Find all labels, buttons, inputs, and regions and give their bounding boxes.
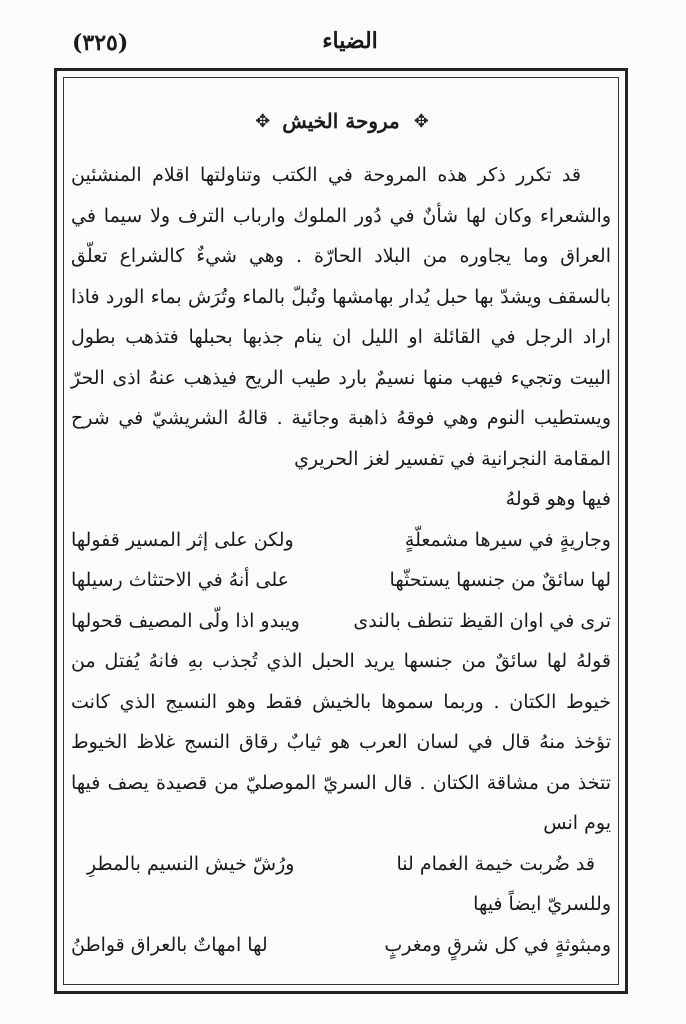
- ornament-right-icon: ✥: [413, 110, 427, 132]
- hemistich-right: وجاريةٍ في سيرها مشمعلّةٍ: [404, 528, 611, 551]
- ornament-left-icon: ✥: [255, 110, 269, 132]
- hemistich-right: ومبثوثةٍ في كل شرقٍ ومغربٍ: [384, 933, 611, 956]
- hemistich-left: لها امهاتٌ بالعراق قواطنُ: [71, 933, 268, 956]
- page-header: [60, 28, 640, 62]
- paragraph-2: قولهُ لها سائقٌ من جنسها يريد الحبل الذي تُجذب بهِ فانهُ يُفتل من خيوط الكتان . وربما سموها بالخيش فقط وهو النسيج الذي كانت تؤخذ منهُ قال في لسان العرب هو ثيابٌ رقاق النسج غلاظ الخيوط تتخذ من مشاقة الكتان . قال السريّ الموصليّ من قصيدة يصف فيها يوم انس: [71, 650, 611, 834]
- page-frame: [54, 68, 628, 994]
- running-head: الضياء: [322, 28, 378, 54]
- hemistich-left: ورُشّ خيش النسيم بالمطرِ: [87, 852, 295, 875]
- hemistich-left: على أنهُ في الاحتثاث رسيلها: [71, 569, 289, 591]
- hemistich-right: ترى في اوان القيظ تنطف بالندى: [353, 609, 611, 632]
- hemistich-right: لها سائقٌ من جنسها يستحثّها: [389, 569, 611, 591]
- sari-intro: وللسريّ ايضاً فيها: [473, 893, 611, 915]
- article-title: مروحة الخيش: [282, 109, 400, 133]
- verse-line-2: [71, 560, 611, 601]
- verse-line-3: [71, 601, 611, 642]
- hemistich-left: ولكن على إثر المسير قفولها: [71, 528, 294, 551]
- verse-line-1: [71, 520, 611, 561]
- article-title-row: [71, 101, 611, 141]
- hemistich-right: قد ضُربت خيمة الغمام لنا: [396, 852, 595, 875]
- hemistich-left: ويبدو اذا ولّى المصيف قحولها: [71, 609, 300, 632]
- verse-line-4: [71, 844, 611, 885]
- verse-intro: فيها وهو قولهُ: [505, 488, 611, 510]
- article-body: [71, 101, 611, 985]
- verse-line-5: [71, 925, 611, 966]
- page-number: (٣٢٥): [72, 30, 129, 56]
- paragraph-1: قد تكرر ذكر هذه المروحة في الكتب وتناولتها اقلام المنشئين والشعراء وكان لها شأنٌ في دُور الملوك وارباب الترف ولا سيما في العراق وما يجاوره من البلاد الحارّة . وهي شيءٌ كالشراع تعلّق بالسقف ويشدّ بها حبل يُدار بهامشها وتُبلّ بالماء وتُرَش بماء الورد فاذا اراد الرجل في القائلة او الليل ان ينام جذبها بحبلها فتذهب بطول البيت وتجيء فيهب منها نسيمٌ بارد طيب الريح فيذهب عنهُ اذى الحرّ ويستطيب النوم وهي فوقهُ ذاهبة وجائية . قالهُ الشريشيّ في شرح المقامة النجرانية في تفسير لغز الحريري: [71, 164, 611, 470]
